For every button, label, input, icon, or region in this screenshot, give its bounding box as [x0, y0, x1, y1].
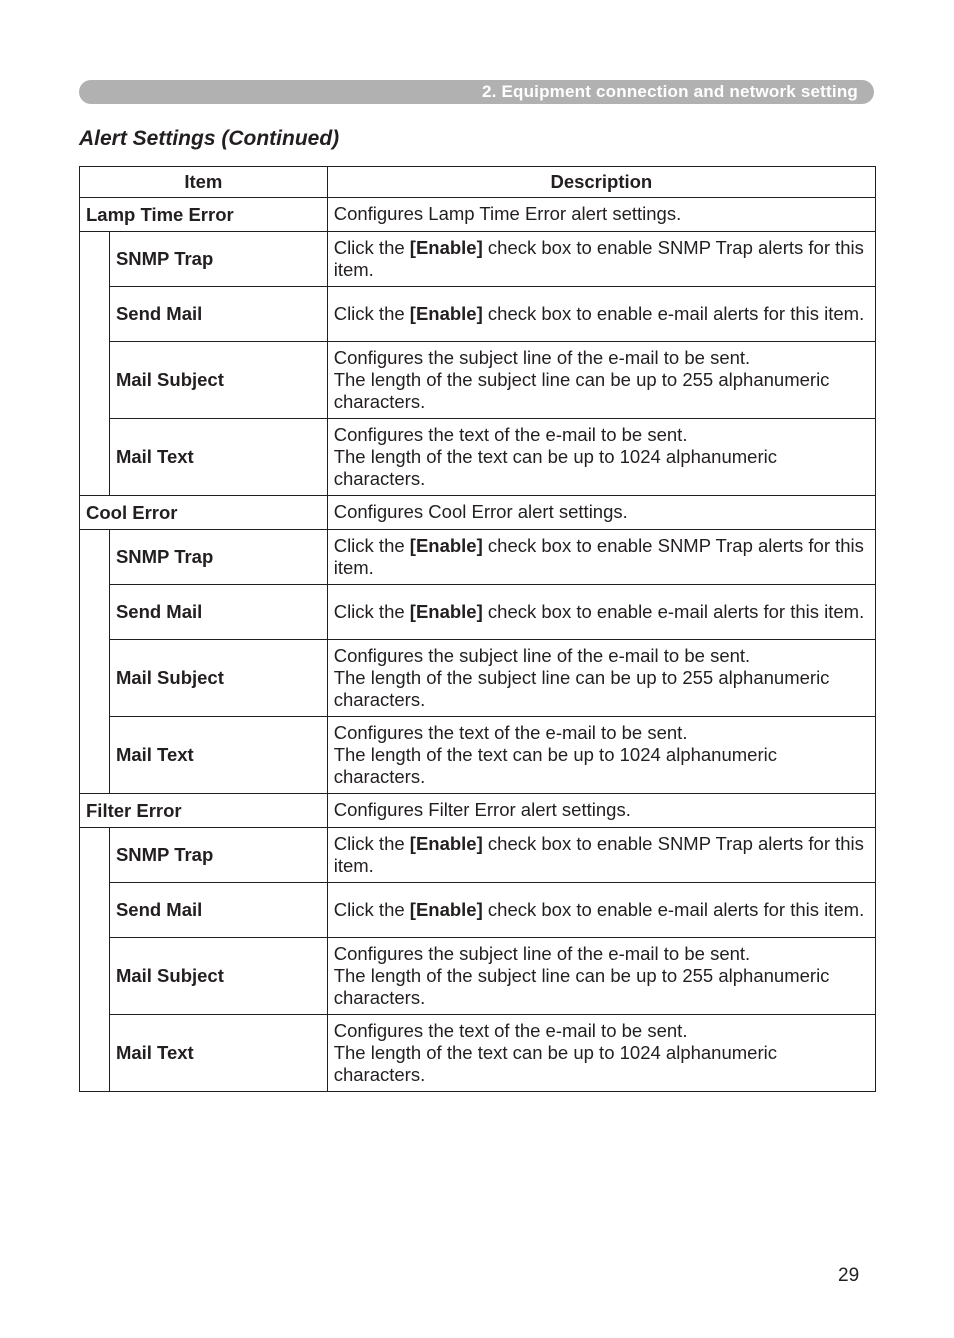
row-description — [327, 828, 875, 883]
table-row — [80, 585, 876, 640]
section-title: Alert Settings (Continued) — [79, 127, 340, 150]
table-row — [80, 717, 876, 794]
sub-item-label: Mail Text — [109, 419, 327, 496]
group-description: Configures Lamp Time Error alert settings. — [327, 198, 875, 232]
group-row-filter-error — [80, 794, 876, 828]
group-item-label: Filter Error — [80, 794, 328, 828]
desc-line-1: Configures the subject line of the e-mail to be sent. — [333, 942, 751, 964]
desc-text: check box to enable SNMP Trap alerts for this item. — [333, 236, 864, 280]
sub-item-label: SNMP Trap — [109, 530, 327, 585]
group-description: Configures Cool Error alert settings. — [327, 496, 875, 530]
table-row — [80, 232, 876, 287]
sub-item-label: Send Mail — [109, 287, 327, 342]
desc-text: Click the — [333, 600, 410, 622]
row-description — [327, 640, 875, 717]
enable-keyword: [Enable] — [409, 898, 483, 920]
row-description — [327, 883, 875, 938]
indent-cell — [80, 287, 110, 342]
column-header-description: Description — [327, 167, 875, 198]
desc-text: check box to enable SNMP Trap alerts for this item. — [333, 832, 864, 876]
desc-line-1: Configures the text of the e-mail to be sent. — [333, 1019, 688, 1041]
indent-cell — [80, 232, 110, 287]
chapter-header-bar — [79, 80, 874, 104]
sub-item-label: Send Mail — [109, 883, 327, 938]
desc-line-2: The length of the subject line can be up to 255 alphanumeric characters. — [333, 666, 830, 710]
table-row — [80, 883, 876, 938]
desc-text: Click the — [333, 302, 410, 324]
indent-cell — [80, 883, 110, 938]
page-number: 29 — [838, 1265, 860, 1286]
desc-line-2: The length of the subject line can be up to 255 alphanumeric characters. — [333, 368, 830, 412]
table-row — [80, 419, 876, 496]
sub-item-label: Mail Subject — [109, 938, 327, 1015]
table-row — [80, 938, 876, 1015]
row-description — [327, 1015, 875, 1092]
table-row — [80, 1015, 876, 1092]
table-row — [80, 530, 876, 585]
indent-cell — [80, 717, 110, 794]
indent-cell — [80, 828, 110, 883]
row-description — [327, 530, 875, 585]
desc-line-2: The length of the text can be up to 1024 alphanumeric characters. — [333, 1041, 777, 1085]
row-description — [327, 419, 875, 496]
table-row — [80, 287, 876, 342]
indent-cell — [80, 585, 110, 640]
table-row — [80, 828, 876, 883]
table-row — [80, 342, 876, 419]
sub-item-label: Mail Text — [109, 717, 327, 794]
table-row — [80, 640, 876, 717]
group-row-lamp-time-error — [80, 198, 876, 232]
enable-keyword: [Enable] — [409, 236, 483, 258]
chapter-title: 2. Equipment connection and network setting — [481, 82, 858, 101]
table-header-row — [80, 167, 876, 198]
row-description — [327, 287, 875, 342]
sub-item-label: Send Mail — [109, 585, 327, 640]
desc-line-2: The length of the text can be up to 1024 alphanumeric characters. — [333, 445, 777, 489]
desc-text: check box to enable e-mail alerts for this item. — [482, 600, 865, 622]
desc-line-2: The length of the text can be up to 1024 alphanumeric characters. — [333, 743, 777, 787]
indent-cell — [80, 938, 110, 1015]
desc-text: check box to enable e-mail alerts for this item. — [482, 302, 865, 324]
alert-settings-table — [79, 166, 876, 1092]
row-description — [327, 232, 875, 287]
group-item-label: Lamp Time Error — [80, 198, 328, 232]
column-header-item: Item — [80, 167, 328, 198]
indent-cell — [80, 1015, 110, 1092]
group-row-cool-error — [80, 496, 876, 530]
sub-item-label: SNMP Trap — [109, 828, 327, 883]
desc-line-1: Configures the subject line of the e-mail to be sent. — [333, 346, 751, 368]
desc-text: check box to enable e-mail alerts for this item. — [482, 898, 865, 920]
row-description — [327, 938, 875, 1015]
enable-keyword: [Enable] — [409, 600, 483, 622]
sub-item-label: SNMP Trap — [109, 232, 327, 287]
desc-line-1: Configures the text of the e-mail to be sent. — [333, 423, 688, 445]
row-description — [327, 342, 875, 419]
desc-line-1: Configures the text of the e-mail to be sent. — [333, 721, 688, 743]
sub-item-label: Mail Text — [109, 1015, 327, 1092]
row-description — [327, 717, 875, 794]
group-description: Configures Filter Error alert settings. — [327, 794, 875, 828]
desc-text: Click the — [333, 898, 410, 920]
indent-cell — [80, 419, 110, 496]
enable-keyword: [Enable] — [409, 832, 483, 854]
desc-line-2: The length of the subject line can be up to 255 alphanumeric characters. — [333, 964, 830, 1008]
desc-line-1: Configures the subject line of the e-mail to be sent. — [333, 644, 751, 666]
sub-item-label: Mail Subject — [109, 640, 327, 717]
indent-cell — [80, 640, 110, 717]
enable-keyword: [Enable] — [409, 534, 483, 556]
sub-item-label: Mail Subject — [109, 342, 327, 419]
desc-text: Click the — [333, 236, 410, 258]
indent-cell — [80, 530, 110, 585]
desc-text: check box to enable SNMP Trap alerts for this item. — [333, 534, 864, 578]
desc-text: Click the — [333, 534, 410, 556]
desc-text: Click the — [333, 832, 410, 854]
row-description — [327, 585, 875, 640]
enable-keyword: [Enable] — [409, 302, 483, 324]
indent-cell — [80, 342, 110, 419]
group-item-label: Cool Error — [80, 496, 328, 530]
